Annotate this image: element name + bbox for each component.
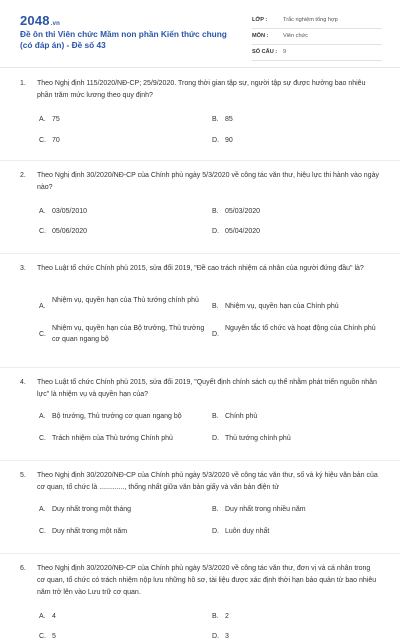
question-2 <box>0 170 400 254</box>
option-text: 90 <box>225 137 233 144</box>
meta-value-subject: Viên chức <box>283 33 309 39</box>
option-c[interactable] <box>37 135 210 147</box>
option-text: 05/03/2020 <box>225 208 261 215</box>
option-d[interactable] <box>210 526 380 538</box>
option-c[interactable] <box>37 526 210 538</box>
option-text: 70 <box>52 137 60 144</box>
question-text: Theo Nghị định 30/2020/NĐ-CP của Chính phủ ngày 5/3/2020 về công tác văn thư, số và ký hiệu văn bản của cơ quan, tổ chức là ............., thống nhất giữa văn bản giấy và văn bản điện tử <box>37 472 378 491</box>
option-text: 5 <box>52 633 56 640</box>
option-c[interactable] <box>37 323 210 347</box>
option-text: Bộ trưởng, Thủ trưởng cơ quan ngang bộ <box>52 413 182 420</box>
question-5 <box>0 470 400 554</box>
question-number: 1. <box>20 80 26 87</box>
question-list <box>0 78 400 643</box>
logo-main: 2048 <box>20 13 50 28</box>
question-text: Theo Nghị định 30/2020/NĐ-CP của Chính phủ ngày 5/3/2020 về công tác văn thư, đơn vị và cá nhân trong cơ quan, tổ chức có trách nhiệm nộp lưu những hồ sơ, tài liệu được xác định thời hạn bảo quản từ bao nhiêu năm trở lên vào Lưu trữ cơ quan. <box>37 565 377 596</box>
option-text: Nhiệm vụ, quyền hạn của Chính phủ <box>225 303 339 310</box>
question-4 <box>0 377 400 461</box>
option-letter: B. <box>212 613 219 620</box>
option-letter: D. <box>212 331 219 338</box>
question-text: Theo Nghị định 115/2020/NĐ-CP; 25/9/2020. Trong thời gian tập sự, người tập sự được hưởng bao nhiêu phần trăm mức lương theo quy định? <box>37 80 366 99</box>
option-letter: D. <box>212 435 219 442</box>
option-letter: B. <box>212 506 219 513</box>
option-letter: A. <box>39 413 46 420</box>
option-text: 03/05/2010 <box>52 208 88 215</box>
option-letter: B. <box>212 303 219 310</box>
logo-suffix: .vn <box>50 21 61 27</box>
option-d[interactable] <box>210 631 380 643</box>
option-letter: C. <box>39 528 46 535</box>
option-a[interactable] <box>37 206 210 218</box>
meta-value-class: Trắc nghiệm tổng hợp <box>283 17 338 23</box>
option-b[interactable] <box>210 114 380 126</box>
meta-row-class <box>252 14 382 29</box>
option-d[interactable] <box>210 135 380 147</box>
option-letter: A. <box>39 208 46 215</box>
option-b[interactable] <box>210 504 380 516</box>
option-text: Nguyên tắc tổ chức và hoạt động của Chính phủ <box>225 325 376 332</box>
option-letter: C. <box>39 331 46 338</box>
meta-label-subject: MÔN : <box>252 33 269 39</box>
option-letter: D. <box>212 137 219 144</box>
answer-options <box>37 114 380 147</box>
question-3 <box>0 263 400 368</box>
option-a[interactable] <box>37 411 210 423</box>
meta-label-count: SỐ CÂU : <box>252 49 278 55</box>
option-letter: A. <box>39 116 46 123</box>
option-text: 3 <box>225 633 229 640</box>
question-6 <box>0 563 400 643</box>
option-text: 05/06/2020 <box>52 228 88 235</box>
question-text: Theo Luật tổ chức Chính phủ 2015, sửa đổi 2019, "Quyết định chính sách cụ thể nhằm phát triển nguồn nhân lực" là nhiệm vụ và quyền hạn của? <box>37 379 377 398</box>
question-text: Theo Luật tổ chức Chính phủ 2015, sửa đổi 2019, "Đề cao trách nhiệm cá nhân của người đứng đầu" là? <box>37 265 364 272</box>
question-number: 4. <box>20 379 26 386</box>
header-divider <box>0 67 400 68</box>
option-b[interactable] <box>210 611 380 623</box>
document-title: Đề ôn thi Viên chức Mầm non phần Kiến thức chung (có đáp án) - Đề số 43 <box>20 29 227 50</box>
option-letter: A. <box>39 613 46 620</box>
option-text: Duy nhất trong một năm <box>52 528 128 535</box>
option-letter: C. <box>39 228 46 235</box>
question-number: 3. <box>20 265 26 272</box>
question-number: 2. <box>20 172 26 179</box>
option-letter: C. <box>39 435 46 442</box>
option-letter: D. <box>212 528 219 535</box>
option-text: Duy nhất trong nhiều năm <box>225 506 306 513</box>
option-text: 85 <box>225 116 233 123</box>
option-c[interactable] <box>37 631 210 643</box>
option-text: 75 <box>52 116 60 123</box>
option-letter: B. <box>212 413 219 420</box>
page-header <box>0 0 400 66</box>
option-letter: D. <box>212 633 219 640</box>
option-a[interactable] <box>37 504 210 516</box>
answer-options <box>37 206 380 238</box>
option-letter: C. <box>39 137 46 144</box>
answer-options <box>37 411 380 445</box>
question-text: Theo Nghị định 30/2020/NĐ-CP của Chính phủ ngày 5/3/2020 về công tác văn thư, hiệu lực thi hành vào ngày nào? <box>37 172 379 191</box>
option-a[interactable] <box>37 295 210 319</box>
option-text: Nhiệm vụ, quyền hạn của Bộ trưởng, Thủ trưởng cơ quan ngang bộ <box>52 325 205 343</box>
option-d[interactable] <box>210 433 380 445</box>
option-text: Luôn duy nhất <box>225 528 270 535</box>
option-d[interactable] <box>210 323 380 347</box>
option-text: Nhiệm vụ, quyền hạn của Thủ tướng chính phủ <box>52 297 199 304</box>
option-letter: A. <box>39 506 46 513</box>
question-1 <box>0 78 400 161</box>
option-text: Duy nhất trong một tháng <box>52 506 131 513</box>
site-logo[interactable] <box>20 13 60 28</box>
option-a[interactable] <box>37 114 210 126</box>
question-number: 5. <box>20 472 26 479</box>
option-text: Trách nhiệm của Thủ tướng Chính phủ <box>52 435 173 442</box>
option-text: 2 <box>225 613 229 620</box>
option-letter: B. <box>212 116 219 123</box>
option-b[interactable] <box>210 411 380 423</box>
option-c[interactable] <box>37 226 210 238</box>
option-letter: A. <box>39 303 46 310</box>
question-number: 6. <box>20 565 26 572</box>
option-c[interactable] <box>37 433 210 445</box>
option-letter: D. <box>212 228 219 235</box>
answer-options <box>37 504 380 538</box>
option-b[interactable] <box>210 206 380 218</box>
meta-row-count <box>252 46 382 61</box>
option-text: Chính phủ <box>225 413 258 420</box>
option-text: Thủ tướng chính phủ <box>225 435 291 442</box>
option-text: 4 <box>52 613 56 620</box>
option-a[interactable] <box>37 611 210 623</box>
meta-value-count: 9 <box>283 49 287 55</box>
meta-label-class: LỚP : <box>252 17 268 23</box>
answer-options <box>37 611 380 643</box>
exam-meta <box>252 14 382 61</box>
option-b[interactable] <box>210 295 380 319</box>
option-text: 05/04/2020 <box>225 228 261 235</box>
meta-row-subject <box>252 30 382 45</box>
option-d[interactable] <box>210 226 380 238</box>
option-letter: B. <box>212 208 219 215</box>
option-letter: C. <box>39 633 46 640</box>
answer-options <box>37 295 380 347</box>
